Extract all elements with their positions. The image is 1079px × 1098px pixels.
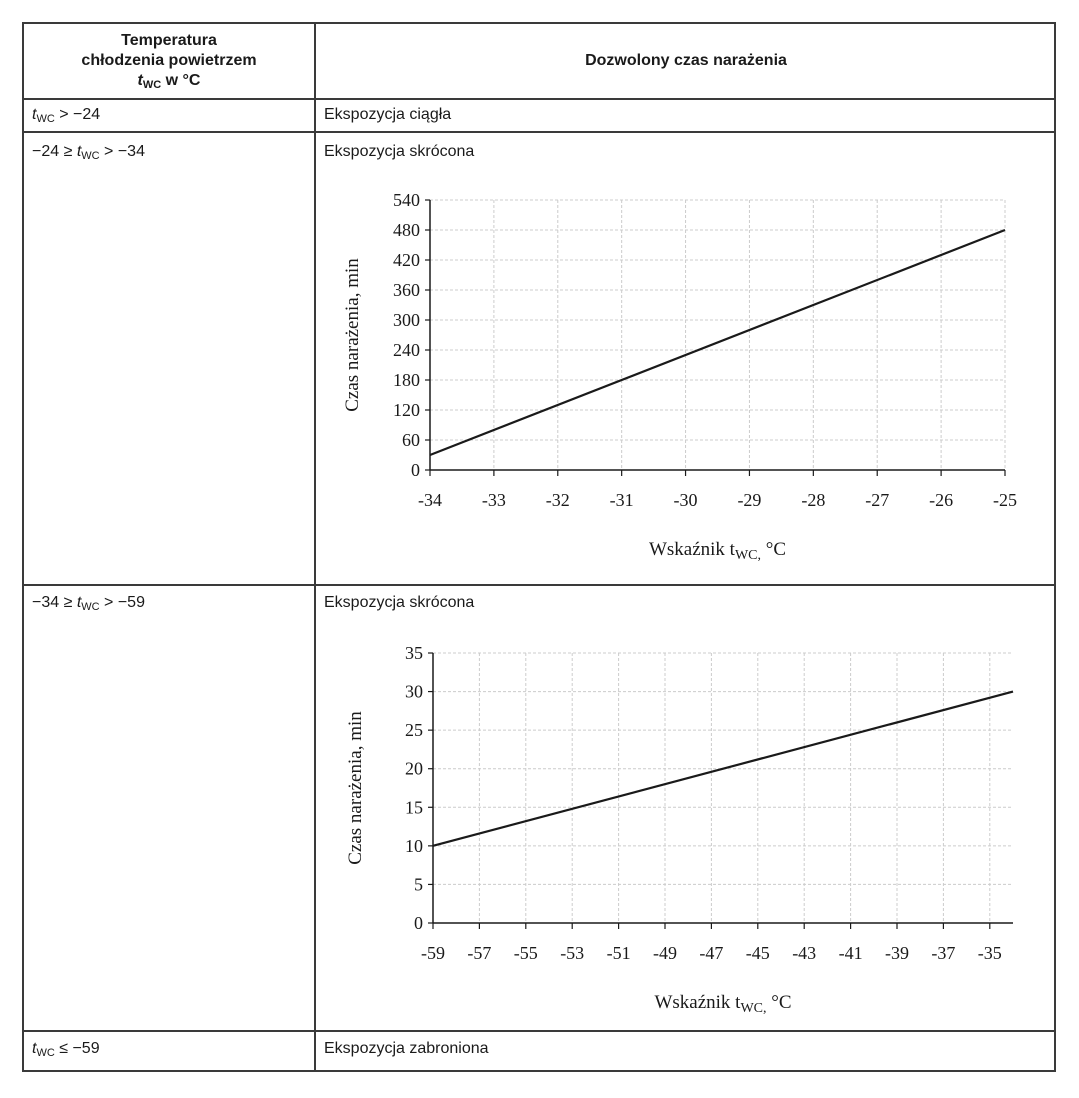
exposure-chart-2 (330, 640, 1040, 1020)
row-4-temperature: $t_{WC} \le -59$ (32, 1040, 100, 1059)
y-tick-label: 180 (393, 370, 420, 390)
x-tick-label: -29 (737, 490, 762, 510)
x-tick-label: -59 (421, 943, 445, 963)
y-tick-label: 120 (393, 400, 420, 420)
row-divider (24, 98, 1054, 100)
row-2-temperature: $-24 \ge t_{WC} > -34$ (32, 143, 145, 162)
x-tick-label: -51 (606, 943, 631, 963)
x-tick-label: -31 (609, 490, 634, 510)
x-tick-label: -32 (545, 490, 570, 510)
x-axis-label: Wskaźnik $t_{WC,}$ °C (648, 539, 787, 563)
x-tick-label: -37 (931, 943, 956, 963)
y-axis-label: Czas narażenia, min (342, 258, 363, 412)
x-tick-label: -57 (467, 943, 492, 963)
row-divider (24, 584, 1054, 586)
y-tick-label: 420 (393, 250, 420, 270)
y-tick-label: 480 (393, 220, 420, 240)
row-1-temperature: $t_{WC} > -24$ (32, 106, 101, 125)
row-1-exposure: Ekspozycja ciągła (324, 106, 452, 123)
x-tick-label: -43 (792, 943, 817, 963)
row-divider (24, 131, 1054, 133)
x-tick-label: -34 (418, 490, 442, 510)
y-tick-label: 5 (414, 874, 423, 895)
x-tick-label: -45 (745, 943, 770, 963)
x-tick-label: -49 (653, 943, 677, 963)
x-tick-label: -33 (481, 490, 506, 510)
x-tick-label: -27 (865, 490, 890, 510)
y-tick-label: 240 (393, 340, 420, 360)
x-tick-label: -35 (977, 943, 1002, 963)
y-tick-label: 60 (402, 430, 420, 450)
x-tick-label: -41 (838, 943, 863, 963)
x-tick-label: -28 (801, 490, 826, 510)
y-tick-label: 540 (393, 190, 420, 210)
x-axis-label: Wskaźnik $t_{WC,}$ °C (654, 992, 792, 1016)
x-tick-label: -26 (929, 490, 954, 510)
row-divider (24, 1030, 1054, 1032)
y-tick-label: 20 (405, 758, 423, 779)
header-temperature: Temperatura chłodzenia powietrzem $t_{WC}$ w °C (81, 32, 257, 91)
y-tick-label: 30 (405, 681, 423, 702)
y-tick-label: 300 (393, 310, 420, 330)
x-tick-label: -53 (560, 943, 585, 963)
y-tick-label: 0 (414, 913, 423, 933)
x-tick-label: -25 (993, 490, 1017, 510)
y-tick-label: 360 (393, 280, 420, 300)
y-tick-label: 25 (405, 720, 423, 741)
series-line (430, 230, 1005, 455)
row-4-exposure: Ekspozycja zabroniona (324, 1040, 489, 1057)
y-tick-label: 15 (405, 797, 423, 818)
x-tick-label: -55 (513, 943, 538, 963)
row-2-exposure: Ekspozycja skrócona (324, 143, 475, 160)
y-tick-label: 0 (411, 460, 420, 480)
x-tick-label: -47 (699, 943, 724, 963)
x-tick-label: -39 (885, 943, 909, 963)
row-3-exposure: Ekspozycja skrócona (324, 594, 475, 611)
column-divider (314, 24, 316, 1070)
y-axis-label: Czas narażenia, min (345, 711, 366, 865)
x-tick-label: -30 (673, 490, 698, 510)
exposure-chart-1 (320, 180, 1040, 570)
y-tick-label: 35 (405, 643, 423, 663)
y-tick-label: 10 (405, 835, 423, 856)
header-exposure-time: Dozwolony czas narażenia (585, 52, 787, 69)
row-3-temperature: $-34 \ge t_{WC} > -59$ (32, 594, 145, 613)
